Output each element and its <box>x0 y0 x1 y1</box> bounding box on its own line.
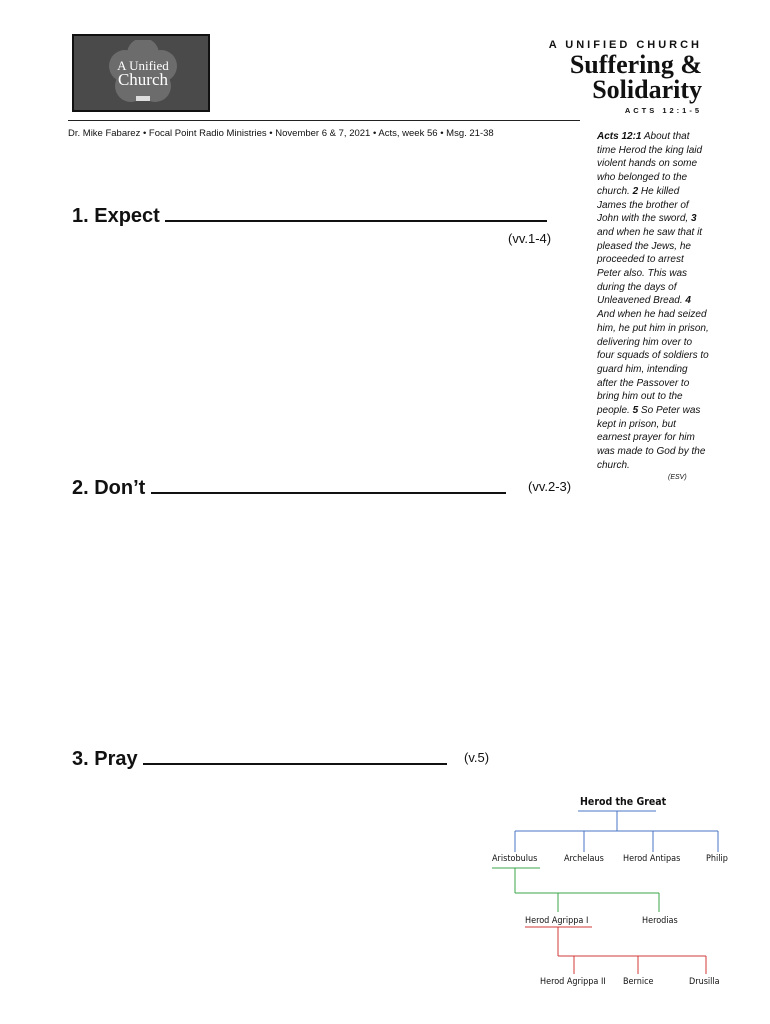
point-3-heading <box>72 745 447 771</box>
tree-node-gen3-0: Herod Agrippa I <box>525 916 589 926</box>
series-reference: ACTS 12:1-5 <box>624 106 702 115</box>
verse-5-number: 5 <box>632 405 639 417</box>
point-3-fill-blank[interactable] <box>143 745 447 765</box>
tree-node-gen2-0: Aristobulus <box>492 854 538 864</box>
tree-node-gen4-2: Drusilla <box>689 977 720 987</box>
tree-node-gen2-3: Philip <box>706 854 728 864</box>
tree-node-gen2-2: Herod Antipas <box>623 854 681 864</box>
series-logo <box>72 34 210 112</box>
point-3-label: 3. Pray <box>72 748 138 770</box>
point-2-ref: (vv.2-3) <box>528 479 572 494</box>
tree-node-gen3-1: Herodias <box>642 916 678 926</box>
point-3-ref: (v.5) <box>464 750 490 765</box>
tree-node-gen2-1: Archelaus <box>564 854 604 864</box>
verse-3-number: 3 <box>690 213 697 225</box>
scripture-ref: Acts 12:1 <box>597 131 642 142</box>
series-title-line2: Solidarity <box>592 75 702 104</box>
tree-node-gen4-0: Herod Agrippa II <box>540 977 606 987</box>
herod-family-tree <box>470 790 760 1010</box>
point-1-ref: (vv.1-4) <box>508 231 552 246</box>
point-2-fill-blank[interactable] <box>151 474 506 494</box>
point-1-label: 1. Expect <box>72 205 160 227</box>
point-2-heading <box>72 474 506 500</box>
verse-1: About that time Herod the king laid violent hands on some who belonged to the church. <box>597 131 703 197</box>
series-kicker: A UNIFIED CHURCH <box>548 39 702 51</box>
point-2-label: 2. Don’t <box>72 477 146 499</box>
verse-3: and when he saw that it pleased the Jews, he proceeded to arrest Peter also. This was during the days of Unleavened Bread. <box>597 226 703 307</box>
scripture-text <box>597 130 709 473</box>
series-title-line1: Suffering & <box>569 50 702 79</box>
header-divider <box>68 120 580 121</box>
tree-node-gen4-1: Bernice <box>623 977 654 987</box>
logo-text-line1: A Unified <box>117 58 169 73</box>
point-1-heading <box>72 202 547 228</box>
verse-2-number: 2 <box>632 185 639 197</box>
verse-4-number: 4 <box>685 295 691 307</box>
verse-5: So Peter was kept in prison, but earnest prayer for him was made to God by the church. <box>597 405 706 471</box>
verse-4: And when he had seized him, he put him in prison, delivering him over to four squads of soldiers to guard him, intending after the Passover to bring him out to the people. <box>597 309 709 417</box>
point-1-fill-blank[interactable] <box>165 202 547 222</box>
logo-text-line2: Church <box>117 70 169 89</box>
sermon-byline: Dr. Mike Fabarez • Focal Point Radio Ministries • November 6 & 7, 2021 • Acts, week 56 • Msg. 21-38 <box>68 128 494 139</box>
tree-node-root: Herod the Great <box>580 796 667 808</box>
verse-2: He killed James the brother of John with the sword, <box>597 185 691 225</box>
scripture-version: (ESV) <box>668 474 687 481</box>
